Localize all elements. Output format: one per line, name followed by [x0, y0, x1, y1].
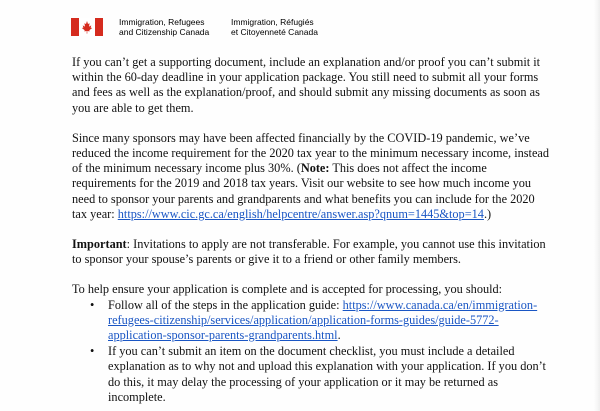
text-line: To help ensure your application is complete and is accepted for processing, you should: — [72, 282, 503, 297]
text-line: incomplete. — [108, 389, 166, 404]
text-line: If you can’t submit an item on the document checklist, you must include a detailed — [108, 344, 515, 359]
text-line — [72, 237, 592, 252]
dept-en-line-1: Immigration, Refugees — [119, 17, 205, 27]
list-item — [72, 344, 592, 405]
page-edge-shadow — [594, 0, 600, 411]
dept-fr-line-2: et Citoyenneté Canada — [231, 27, 318, 37]
text-line — [72, 207, 592, 222]
text-line — [108, 328, 592, 343]
text-segment: . — [337, 328, 341, 343]
application-guide-link[interactable]: https://www.canada.ca/en/immigration- — [342, 297, 538, 312]
text-segment: : Invitations to apply are not transferable. For example, you cannot use this invitation — [126, 237, 546, 252]
text-line: Since many sponsors may have been affected financially by the COVID-19 pandemic, we’ve — [72, 130, 530, 145]
paragraph-important — [72, 237, 592, 267]
document-body — [72, 55, 592, 411]
list-item — [72, 298, 592, 344]
bullet-icon: • — [90, 297, 95, 312]
text-line: reduced the income requirement for the 2020 tax year to the minimum necessary income, instead — [72, 146, 550, 161]
text-line: do this, it may delay the processing of your application or it may be returned as — [108, 374, 498, 389]
paragraph-help-ensure — [72, 282, 592, 405]
text-line: within the 60-day deadline in your application package. You still need to submit all your forms — [72, 70, 539, 85]
bullet-icon: • — [90, 344, 95, 359]
text-line: you are able to get them. — [72, 100, 194, 115]
text-segment: Follow all of the steps in the application guide: — [108, 297, 343, 312]
important-label: Important — [72, 237, 127, 252]
text-line — [108, 313, 592, 328]
paragraph-supporting-documents — [72, 55, 592, 116]
text-line: to sponsor your spouse’s parents or give it to a friend or other family members. — [72, 252, 461, 267]
text-line: explanation as to why not and upload this explanation with your application. If you don’t — [108, 359, 546, 374]
application-guide-link[interactable]: application-sponsor-parents-grandparents.html — [108, 328, 338, 343]
checklist-bullets — [72, 298, 592, 405]
text-line — [108, 298, 592, 313]
text-line: need to sponsor your parents and grandparents and what benefits you can include for the 2020 — [72, 191, 535, 206]
paragraph-covid-income — [72, 131, 592, 222]
note-label: Note: — [300, 161, 330, 176]
dept-en-line-2: and Citizenship Canada — [119, 27, 210, 37]
canada-flag-icon — [71, 18, 103, 36]
department-name-french — [231, 17, 318, 37]
text-segment: tax year: — [72, 206, 118, 221]
dept-fr-line-1: Immigration, Réfugiés — [231, 17, 314, 27]
text-line: and fees as well as the explanation/proof, and should submit any missing documents as soon as — [72, 85, 540, 100]
text-line — [72, 161, 592, 176]
application-guide-link[interactable]: refugees-citizenship/services/application/application-forms-guides/guide-5772- — [108, 312, 499, 327]
text-line: requirements for the 2019 and 2018 tax years. Visit our website to see how much income you — [72, 176, 532, 191]
text-segment: This does not affect the income — [329, 161, 487, 176]
text-line: If you can’t get a supporting document, include an explanation and/or proof you can’t submit it — [72, 55, 541, 69]
text-segment: .) — [483, 206, 492, 221]
help-centre-link[interactable]: https://www.cic.gc.ca/english/helpcentre/answer.asp?qnum=1445&top=14 — [117, 206, 484, 221]
department-name-english — [119, 17, 209, 37]
text-segment: of the minimum necessary income plus 30%. ( — [72, 161, 301, 176]
